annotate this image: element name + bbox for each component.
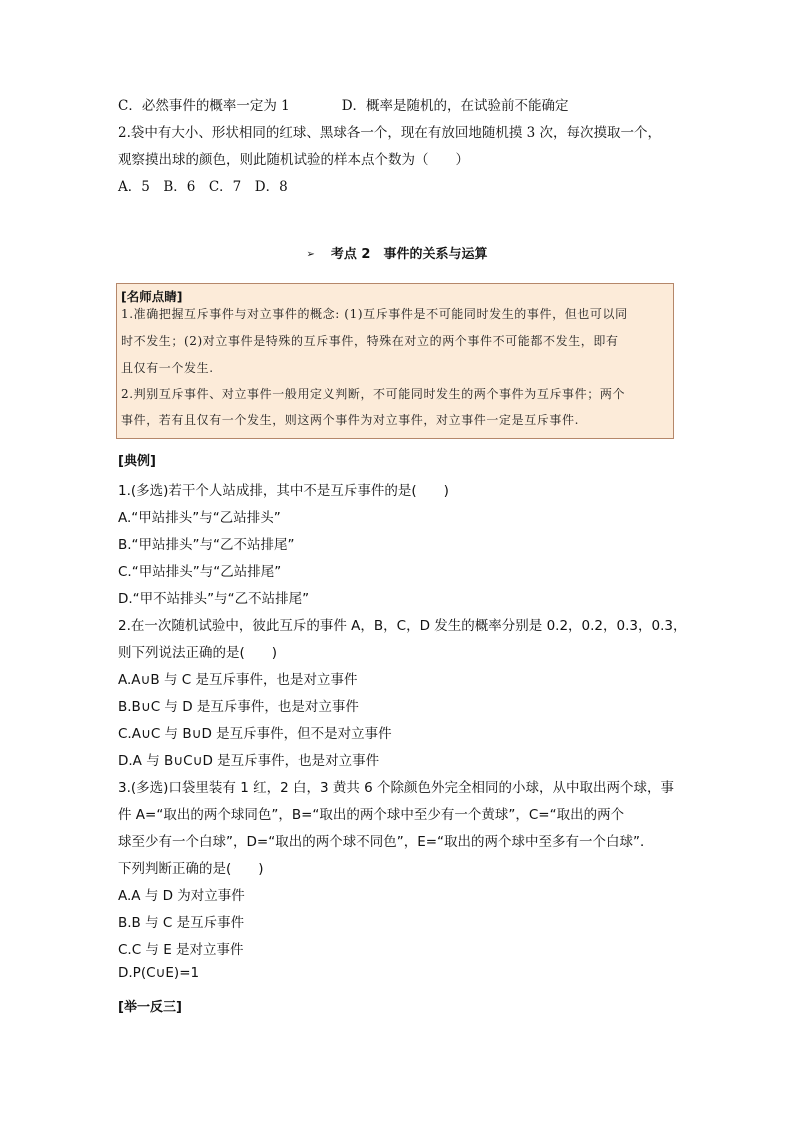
tips-heading: [名师点睛]: [121, 289, 183, 304]
tips-line: 事件，若有且仅有一个发生，则这两个事件为对立事件，对立事件一定是互斥事件.: [121, 413, 580, 427]
previous-options-row: [118, 97, 569, 115]
section-title-text: 考点 2 事件的关系与运算: [330, 247, 488, 262]
section-title: [0, 243, 794, 262]
example-line: C.C 与 E 是对立事件: [118, 942, 244, 958]
tips-line: 2.判别互斥事件、对立事件一般用定义判断，不可能同时发生的两个事件为互斥事件；两个: [121, 387, 626, 401]
example-line: 3.(多选)口袋里装有 1 红，2 白，3 黄共 6 个除颜色外完全相同的小球，从中取出两个球，事: [118, 780, 675, 796]
arrow-bullet-icon: ➢: [306, 249, 315, 260]
example-line: 球至少有一个白球”，D=“取出的两个球不同色”，E=“取出的两个球中至多有一个白球”．: [118, 834, 654, 850]
tips-line: 1.准确把握互斥事件与对立事件的概念: (1)互斥事件是不可能同时发生的事件，但也可以同: [121, 307, 628, 321]
option-d: D．概率是随机的，在试验前不能确定: [341, 98, 569, 114]
example-line: A.A 与 D 为对立事件: [118, 888, 245, 904]
example-line: 1.(多选)若干个人站成排，其中不是互斥事件的是( ): [118, 483, 449, 499]
examples-heading: [典例]: [118, 454, 156, 469]
question-2-line-1: 2.袋中有大小、形状相同的红球、黑球各一个，现在有放回地随机摸 3 次，每次摸取一个，: [118, 125, 662, 141]
question-2-line-2: 观察摸出球的颜色，则此随机试验的样本点个数为（ ）: [118, 152, 469, 168]
example-line: 则下列说法正确的是( ): [118, 645, 278, 661]
practice-heading: [举一反三]: [118, 1000, 182, 1015]
example-line: D.P(C∪E)=1: [118, 965, 200, 981]
example-line: B.B∪C 与 D 是互斥事件，也是对立事件: [118, 699, 359, 715]
example-line: C.“甲站排头”与“乙站排尾”: [118, 564, 282, 580]
example-line: 件 A=“取出的两个球同色”，B=“取出的两个球中至少有一个黄球”，C=“取出的两个: [118, 807, 625, 823]
question-2-options: A．5 B．6 C．7 D．8: [118, 179, 288, 195]
example-line: B.“甲站排头”与“乙不站排尾”: [118, 537, 295, 553]
example-line: C.A∪C 与 B∪D 是互斥事件，但不是对立事件: [118, 726, 392, 742]
option-c: C．必然事件的概率一定为 1: [118, 98, 290, 114]
tips-line: 时不发生；(2)对立事件是特殊的互斥事件，特殊在对立的两个事件不可能都不发生，即有: [121, 334, 619, 348]
example-line: 2.在一次随机试验中，彼此互斥的事件 A，B，C，D 发生的概率分别是 0.2，0.2，0.3，0.3，: [118, 618, 687, 634]
example-line: 下列判断正确的是( ): [118, 861, 264, 877]
tips-line: 且仅有一个发生.: [121, 361, 214, 375]
tips-box: [116, 283, 674, 439]
example-line: B.B 与 C 是互斥事件: [118, 915, 245, 931]
example-line: A.“甲站排头”与“乙站排头”: [118, 510, 281, 526]
example-line: D.“甲不站排头”与“乙不站排尾”: [118, 591, 310, 607]
example-line: D.A 与 B∪C∪D 是互斥事件，也是对立事件: [118, 753, 380, 769]
example-line: A.A∪B 与 C 是互斥事件，也是对立事件: [118, 672, 358, 688]
